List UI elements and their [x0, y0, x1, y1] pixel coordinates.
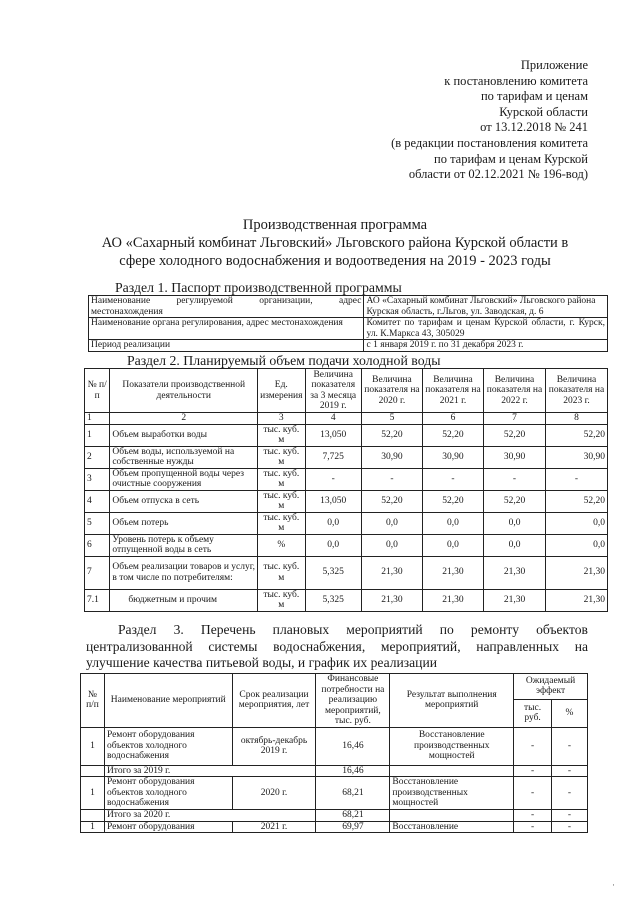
indicator-name: Уровень потерь к объему отпущенной воды в сеть [110, 534, 258, 556]
measure-name: Ремонт оборудования [104, 821, 232, 833]
total-finance: 68,21 [316, 810, 390, 822]
col-header: № п/п [81, 674, 105, 728]
passport-row [89, 318, 608, 340]
heading-word: 3. [173, 622, 184, 637]
effect-pct: - [552, 765, 588, 777]
measure-finance: 16,46 [316, 727, 390, 765]
value-2023: 0,0 [545, 512, 607, 534]
measures-table [80, 673, 588, 833]
value-2019: 5,325 [305, 589, 361, 611]
col-header: Величина показателя за 3 месяца 2019 г. [305, 369, 361, 413]
value-2019: 13,050 [305, 490, 361, 512]
column-number-row [85, 413, 608, 425]
value-2020: 21,30 [361, 556, 422, 589]
col-header: Ед. измерения [258, 369, 305, 413]
indicator-name: Объем пропущенной воды через очистные сооружения [110, 468, 258, 490]
value-2020: 0,0 [361, 512, 422, 534]
section3-heading-line [86, 622, 588, 639]
passport-row [89, 296, 608, 318]
measure-name: Ремонт оборудования объектов холодного водоснабжения [104, 727, 232, 765]
indicator-name: Объем потерь [110, 512, 258, 534]
table-row [81, 727, 588, 765]
table-row [85, 446, 608, 468]
section3-heading [86, 622, 588, 672]
effect-rub: - [514, 810, 552, 822]
heading-word: Раздел [118, 622, 157, 637]
passport-row [89, 340, 608, 352]
annex-line: к постановлению комитета [444, 73, 588, 88]
indicator-name: бюджетным и прочим [110, 589, 258, 611]
value-2022: - [484, 468, 546, 490]
value-2019: 7,725 [305, 446, 361, 468]
col-number: 6 [422, 413, 483, 425]
row-number: 5 [85, 512, 110, 534]
value-2019: 5,325 [305, 556, 361, 589]
empty-cell [81, 810, 105, 822]
col-number: 2 [110, 413, 258, 425]
passport-label: Наименование органа регулирования, адрес местонахождения [89, 318, 364, 340]
value-2023: 21,30 [545, 589, 607, 611]
table-row [85, 512, 608, 534]
col-number: 3 [258, 413, 305, 425]
header-row [81, 674, 588, 700]
effect-pct: - [552, 777, 588, 810]
effect-pct: - [552, 821, 588, 833]
table-row [85, 556, 608, 589]
row-number: 2 [85, 446, 110, 468]
value-2023: 52,20 [545, 424, 607, 446]
value-2023: - [545, 468, 607, 490]
title-line-2: АО «Сахарный комбинат Льговский» Льговского района Курской области в [101, 235, 569, 251]
measure-period: 2021 г. [232, 821, 316, 833]
document-title [60, 216, 610, 270]
title-line-3: сфере холодного водоснабжения и водоотведения на 2019 - 2023 годы [119, 253, 551, 269]
passport-label: Наименование регулируемой организации, адрес местонахождения [89, 296, 364, 318]
passport-value: Комитет по тарифам и ценам Курской области, г. Курск, ул. К.Маркса 43, 305029 [364, 318, 608, 340]
annex-line: Приложение [520, 58, 588, 72]
heading-word: на [574, 638, 588, 654]
heading-word: плановых [272, 622, 330, 637]
unit: тыс. куб. м [258, 589, 305, 611]
row-number: 7 [85, 556, 110, 589]
value-2021: 0,0 [422, 512, 483, 534]
row-number: 1 [81, 727, 105, 765]
effect-pct: - [552, 810, 588, 822]
scan-mark: · [612, 880, 615, 890]
value-2022: 0,0 [484, 534, 546, 556]
title-line-1: Производственная программа [242, 217, 428, 233]
total-row [81, 810, 588, 822]
value-2023: 30,90 [545, 446, 607, 468]
heading-word: объектов [536, 622, 588, 637]
unit: тыс. куб. м [258, 468, 305, 490]
col-number: 5 [361, 413, 422, 425]
empty-cell [390, 765, 514, 777]
effect-rub: - [514, 777, 552, 810]
annex-block [0, 58, 588, 183]
heading-word: мероприятий, [380, 638, 461, 654]
col-number: 8 [545, 413, 607, 425]
indicator-name: Объем воды, используемой на собственные нужды [110, 446, 258, 468]
table-row [85, 468, 608, 490]
measure-result: Восстановление производственных мощностей [390, 777, 514, 810]
indicator-name: Объем отпуска в сеть [110, 490, 258, 512]
col-header: Финансовые потребности на реализацию мероприятий, тыс. руб. [316, 674, 390, 728]
col-header: № п/п [85, 369, 110, 413]
table-row [85, 589, 608, 611]
unit: тыс. куб. м [258, 490, 305, 512]
indicator-name: Объем реализации товаров и услуг, в том числе по потребителям: [110, 556, 258, 589]
effect-pct: - [552, 727, 588, 765]
value-2023: 52,20 [545, 490, 607, 512]
total-finance: 16,46 [316, 765, 390, 777]
value-2020: 21,30 [361, 589, 422, 611]
table-row [85, 534, 608, 556]
effect-rub: - [514, 727, 552, 765]
heading-word: системы [208, 638, 258, 654]
col-header: Показатели производственной деятельности [110, 369, 258, 413]
value-2022: 30,90 [484, 446, 546, 468]
col-header: Срок реализации мероприятия, лет [232, 674, 316, 728]
col-header: % [552, 699, 588, 727]
row-number: 6 [85, 534, 110, 556]
row-number: 1 [81, 821, 105, 833]
col-header: Наименование мероприятий [104, 674, 232, 728]
table-row [85, 424, 608, 446]
value-2022: 21,30 [484, 556, 546, 589]
col-header: Величина показателя на 2020 г. [361, 369, 422, 413]
value-2020: - [361, 468, 422, 490]
measure-period: октябрь-декабрь 2019 г. [232, 727, 316, 765]
measure-result: Восстановление [390, 821, 514, 833]
annex-line: по тарифам и ценам [480, 89, 588, 104]
unit: тыс. куб. м [258, 446, 305, 468]
heading-word: ремонту [470, 622, 519, 637]
passport-table [88, 295, 608, 352]
row-number: 1 [85, 424, 110, 446]
table-row [81, 821, 588, 833]
measure-name: Ремонт оборудования объектов холодного водоснабжения [104, 777, 232, 810]
unit: тыс. куб. м [258, 424, 305, 446]
passport-value: АО «Сахарный комбинат Льговский» Льговского района Курская область, г.Льгов, ул. Заводская, д. 6 [364, 296, 608, 318]
annex-edition-line: (в редакции постановления комитета [391, 135, 588, 150]
measure-result: Восстановление производственных мощностей [390, 727, 514, 765]
value-2020: 0,0 [361, 534, 422, 556]
col-header: Ожидаемый эффект [514, 674, 588, 700]
col-header: Величина показателя на 2021 г. [422, 369, 483, 413]
col-header: Величина показателя на 2022 г. [484, 369, 546, 413]
water-volume-table [84, 368, 608, 612]
heading-word: Перечень [200, 622, 256, 637]
heading-word: по [439, 622, 454, 637]
value-2021: 52,20 [422, 490, 483, 512]
annex-edition-line: по тарифам и ценам Курской [434, 151, 588, 166]
total-row [81, 765, 588, 777]
effect-rub: - [514, 821, 552, 833]
unit: тыс. куб. м [258, 512, 305, 534]
total-label: Итого за 2020 г. [104, 810, 316, 822]
value-2019: - [305, 468, 361, 490]
heading-word: водоснабжения, [273, 638, 366, 654]
section1-heading: Раздел 1. Паспорт производственной программы [115, 280, 402, 295]
row-number: 1 [81, 777, 105, 810]
heading-word: мероприятий [346, 622, 423, 637]
unit: % [258, 534, 305, 556]
unit: тыс. куб. м [258, 556, 305, 589]
value-2022: 21,30 [484, 589, 546, 611]
heading-word: централизованной [86, 638, 193, 654]
row-number: 3 [85, 468, 110, 490]
table-row [85, 490, 608, 512]
value-2019: 0,0 [305, 534, 361, 556]
heading-word: направленных [476, 638, 560, 654]
col-header: Результат выполнения мероприятий [390, 674, 514, 728]
total-label: Итого за 2019 г. [104, 765, 316, 777]
annex-edition-line: области от 02.12.2021 № 196-вод) [408, 167, 588, 182]
measure-finance: 68,21 [316, 777, 390, 810]
value-2022: 0,0 [484, 512, 546, 534]
section3-heading-line [86, 639, 588, 656]
value-2020: 52,20 [361, 490, 422, 512]
indicator-name: Объем выработки воды [110, 424, 258, 446]
header-row [85, 369, 608, 413]
annex-line: Курской области [499, 104, 588, 119]
col-header: Величина показателя на 2023 г. [545, 369, 607, 413]
value-2022: 52,20 [484, 490, 546, 512]
passport-value: с 1 января 2019 г. по 31 декабря 2023 г. [364, 340, 608, 352]
passport-label: Период реализации [89, 340, 364, 352]
col-number: 4 [305, 413, 361, 425]
measure-finance: 69,97 [316, 821, 390, 833]
annex-line: от 13.12.2018 № 241 [480, 120, 588, 135]
value-2021: 21,30 [422, 589, 483, 611]
value-2021: 30,90 [422, 446, 483, 468]
row-number: 7.1 [85, 589, 110, 611]
value-2023: 0,0 [545, 534, 607, 556]
heading-word: улучшение качества питьевой воды, и график их реализации [86, 655, 438, 670]
section2-heading: Раздел 2. Планируемый объем подачи холодной воды [127, 353, 441, 368]
value-2020: 30,90 [361, 446, 422, 468]
value-2020: 52,20 [361, 424, 422, 446]
value-2019: 0,0 [305, 512, 361, 534]
col-number: 1 [85, 413, 110, 425]
table-row [81, 777, 588, 810]
value-2019: 13,050 [305, 424, 361, 446]
section3-heading-line [86, 655, 588, 672]
row-number: 4 [85, 490, 110, 512]
empty-cell [81, 765, 105, 777]
value-2022: 52,20 [484, 424, 546, 446]
effect-rub: - [514, 765, 552, 777]
col-number: 7 [484, 413, 546, 425]
col-header: тыс. руб. [514, 699, 552, 727]
value-2023: 21,30 [545, 556, 607, 589]
measure-period: 2020 г. [232, 777, 316, 810]
value-2021: 52,20 [422, 424, 483, 446]
empty-cell [390, 810, 514, 822]
value-2021: 0,0 [422, 534, 483, 556]
value-2021: 21,30 [422, 556, 483, 589]
value-2021: - [422, 468, 483, 490]
